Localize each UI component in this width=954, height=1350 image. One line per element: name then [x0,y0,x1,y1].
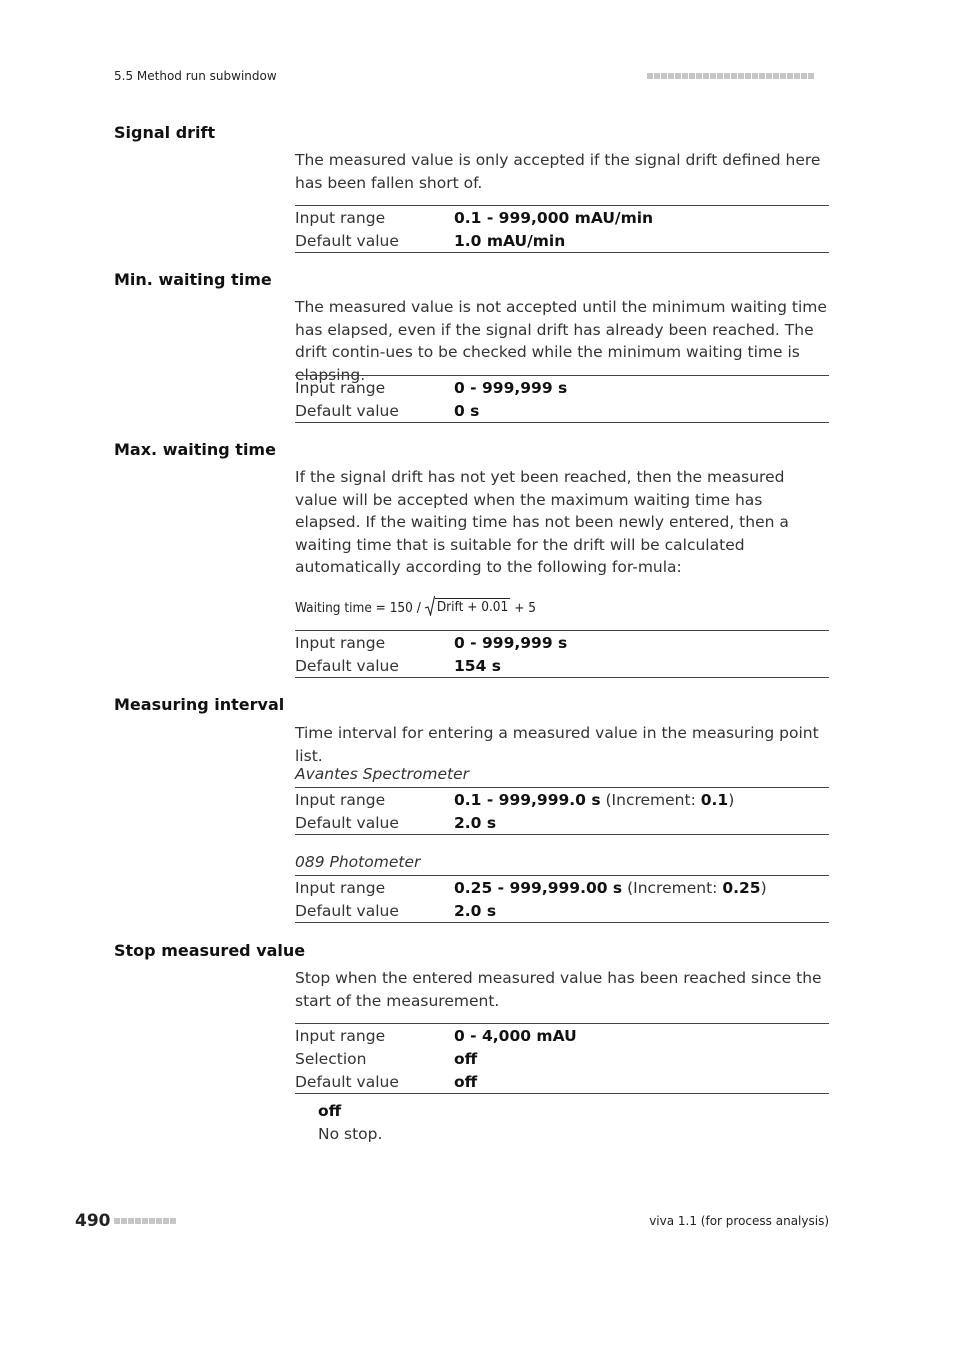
stop-measured-value-param-table [295,1023,829,1094]
param-row [295,631,829,654]
param-label: Input range [295,633,386,652]
param-label: Default value [295,1072,399,1091]
param-row [295,229,829,252]
section-title-signal-drift: Signal drift [114,123,216,142]
param-value: 0 - 999,999 s [454,633,568,652]
photometer-param-table [295,875,829,923]
param-row [295,1047,829,1070]
min-waiting-time-param-table [295,375,829,423]
param-value: off [454,1049,478,1068]
formula-rhs: + 5 [514,600,537,616]
avantes-param-table [295,787,829,835]
param-value: 0.1 - 999,000 mAU/min [454,208,654,227]
increment-value: 0.1 [700,790,729,809]
param-row [295,811,829,834]
param-value: 2.0 s [454,901,497,920]
increment-prefix: (Increment: [600,790,701,809]
max-waiting-time-description: If the signal drift has not yet been reached, then the measured value will be accepted when the maximum waiting time has elapsed. If the waiting time has not been newly entered, then a waiting time that is suitable for the drift will be calculated automatically according to the following for-mula: [295,468,789,576]
option-term: off [318,1102,342,1120]
increment-suffix: ) [760,878,767,897]
increment-prefix: (Increment: [622,878,723,897]
param-label: Default value [295,656,399,675]
page-number: 490 [75,1211,111,1231]
formula-lhs: Waiting time = 150 / [295,600,421,616]
param-row [295,899,829,922]
param-label: Default value [295,901,399,920]
increment-value: 0.25 [722,878,761,897]
param-value: 0 - 999,999 s [454,378,568,397]
param-label: Input range [295,1026,386,1045]
section-title-measuring-interval: Measuring interval [114,695,285,714]
max-waiting-time-param-table [295,630,829,678]
increment-suffix: ) [728,790,735,809]
param-row [295,399,829,422]
formula-radicand: Drift + 0.01 [436,599,509,615]
param-label: Input range [295,878,386,897]
param-label: Input range [295,790,386,809]
radical-sign-icon [425,596,435,616]
sqrt-symbol [425,596,510,616]
param-row [295,1024,829,1047]
param-label: Selection [295,1049,367,1068]
param-row [295,654,829,677]
param-row [295,876,829,899]
param-value: 0 s [454,401,480,420]
param-value: 1.0 mAU/min [454,231,566,250]
running-footer-product: viva 1.1 (for process analysis) [649,1214,829,1228]
param-label: Default value [295,231,399,250]
section-title-min-waiting-time: Min. waiting time [114,270,272,289]
photometer-caption: 089 Photometer [295,853,421,871]
param-value: 0.25 - 999,999.00 s [454,878,623,897]
waiting-time-formula [295,592,536,616]
param-label: Default value [295,401,399,420]
measuring-interval-description: Time interval for entering a measured value in the measuring point list. [295,724,819,765]
stop-measured-value-description: Stop when the entered measured value has been reached since the start of the measurement. [295,969,822,1010]
running-header-section: 5.5 Method run subwindow [114,69,277,83]
param-value: 0.1 - 999,999.0 s [454,790,601,809]
param-value: 0 - 4,000 mAU [454,1026,577,1045]
param-row [295,1070,829,1093]
min-waiting-time-description: The measured value is not accepted until the minimum waiting time has elapsed, even if the signal drift has already been reached. The drift contin-ues to be checked while the minimum waiting time is elapsing. [295,298,827,384]
avantes-spectrometer-caption: Avantes Spectrometer [295,765,470,783]
header-dot-pattern [647,73,814,79]
signal-drift-description: The measured value is only accepted if the signal drift defined here has been fallen short of. [295,151,821,192]
param-row [295,788,829,811]
footer-dot-pattern [114,1218,176,1224]
param-value: 2.0 s [454,813,497,832]
signal-drift-param-table [295,205,829,253]
option-description: No stop. [318,1124,383,1143]
param-label: Default value [295,813,399,832]
param-value: off [454,1072,478,1091]
section-title-stop-measured-value: Stop measured value [114,941,306,960]
param-label: Input range [295,208,386,227]
param-row [295,206,829,229]
section-title-max-waiting-time: Max. waiting time [114,440,276,459]
param-label: Input range [295,378,386,397]
param-value: 154 s [454,656,501,675]
param-row [295,376,829,399]
option-off-definition [318,1100,382,1145]
